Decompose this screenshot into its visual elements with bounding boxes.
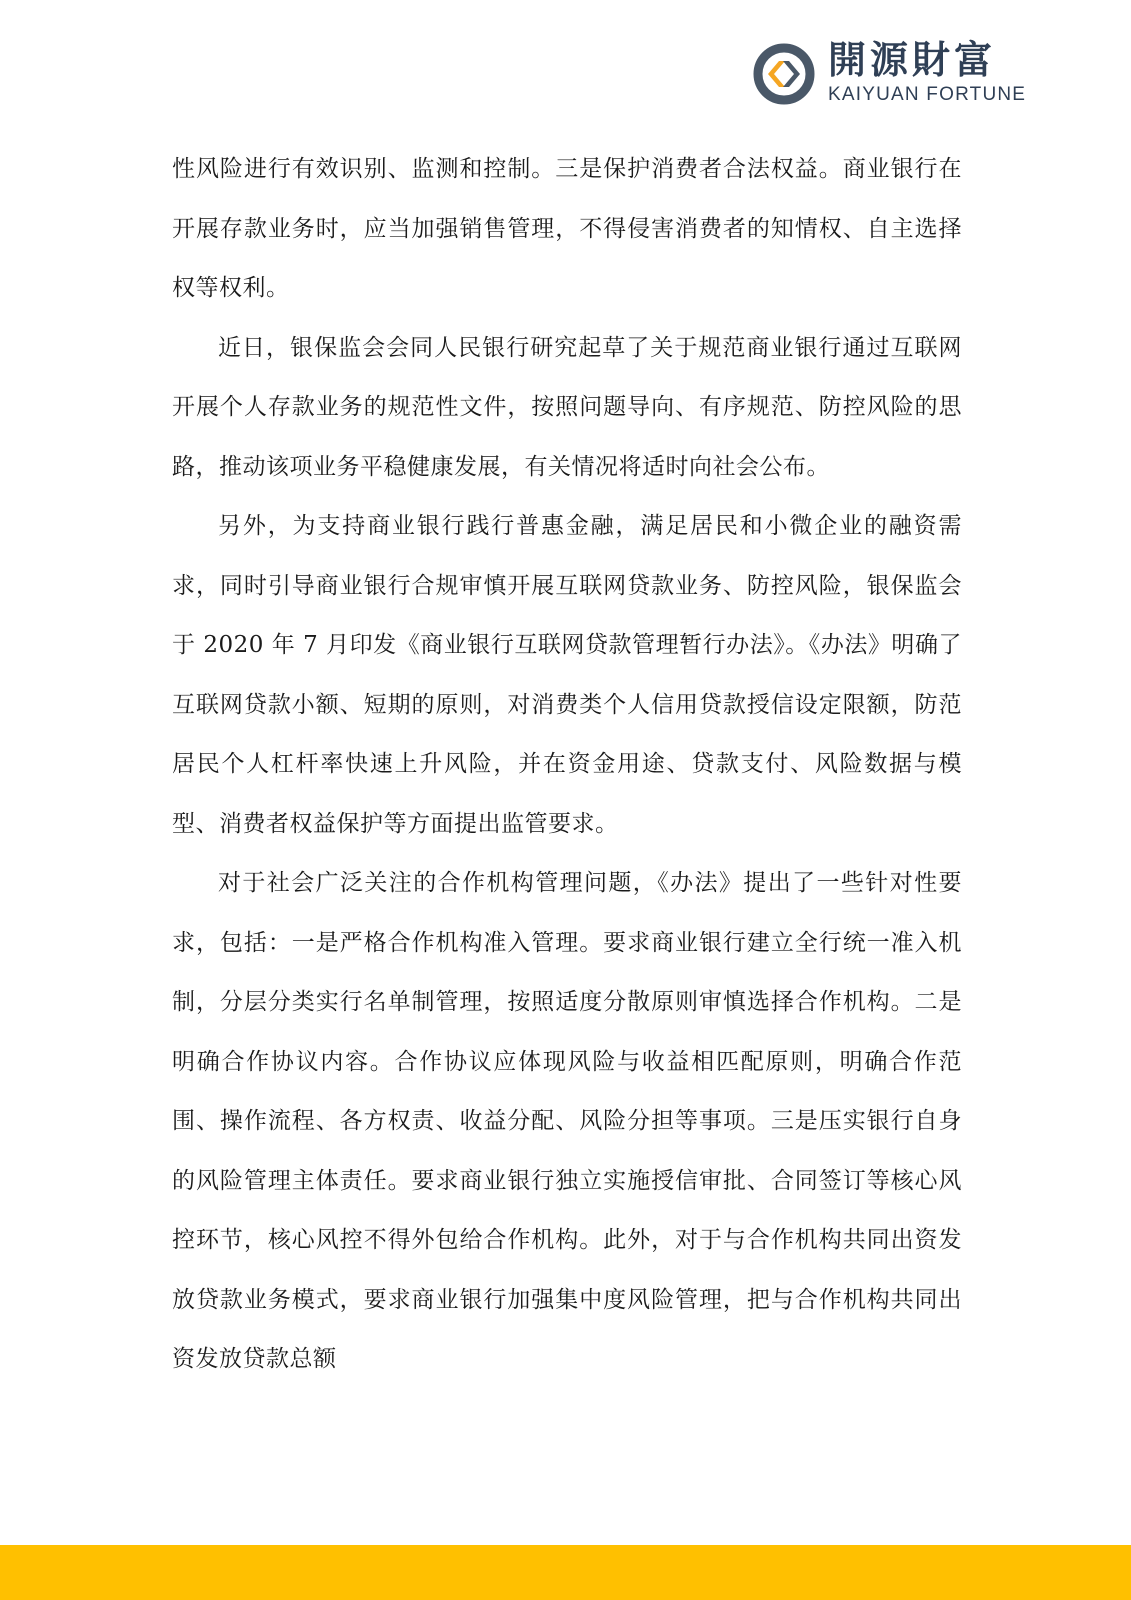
paragraph: 性风险进行有效识别、监测和控制。三是保护消费者合法权益。商业银行在开展存款业务时，应当加强销售管理，不得侵害消费者的知情权、自主选择权等权利。 (172, 156, 962, 301)
paragraph: 近日，银保监会会同人民银行研究起草了关于规范商业银行通过互联网开展个人存款业务的规范性文件，按照问题导向、有序规范、防控风险的思路，推动该项业务平稳健康发展，有关情况将适时向社会公布。 (172, 334, 962, 480)
logo-chinese-name: 開源財富 (828, 38, 997, 82)
footer-bar (0, 1545, 1131, 1600)
paragraph: 对于社会广泛关注的合作机构管理问题，《办法》提出了一些针对性要求，包括：一是严格合作机构准入管理。要求商业银行建立全行统一准入机制，分层分类实行名单制管理，按照适度分散原则审慎选择合作机构。二是明确合作协议内容。合作协议应体现风险与收益相匹配原则，明确合作范围、操作流程、各方权责、收益分配、风险分担等事项。三是压实银行自身的风险管理主体责任。要求商业银行独立实施授信审批、合同签订等核心风控环节，核心风控不得外包给合作机构。此外，对于与合作机构共同出资发放贷款业务模式，要求商业银行加强集中度风险管理，把与合作机构共同出资发放贷款总额 (172, 870, 962, 1372)
kaiyuan-logo-icon (752, 42, 816, 106)
company-logo (752, 38, 1052, 110)
paragraph: 另外，为支持商业银行践行普惠金融，满足居民和小微企业的融资需求，同时引导商业银行合规审慎开展互联网贷款业务、防控风险，银保监会于 2020 年 7 月印发《商业银行互联网贷款管理暂行办法》。《办法》明确了互联网贷款小额、短期的原则，对消费类个人信用贷款授信设定限额，防范居民个人杠杆率快速上升风险，并在资金用途、贷款支付、风险数据与模型、消费者权益保护等方面提出监管要求。 (172, 513, 962, 837)
document-body (172, 140, 962, 1390)
logo-english-name: KAIYUAN FORTUNE (828, 84, 1027, 105)
